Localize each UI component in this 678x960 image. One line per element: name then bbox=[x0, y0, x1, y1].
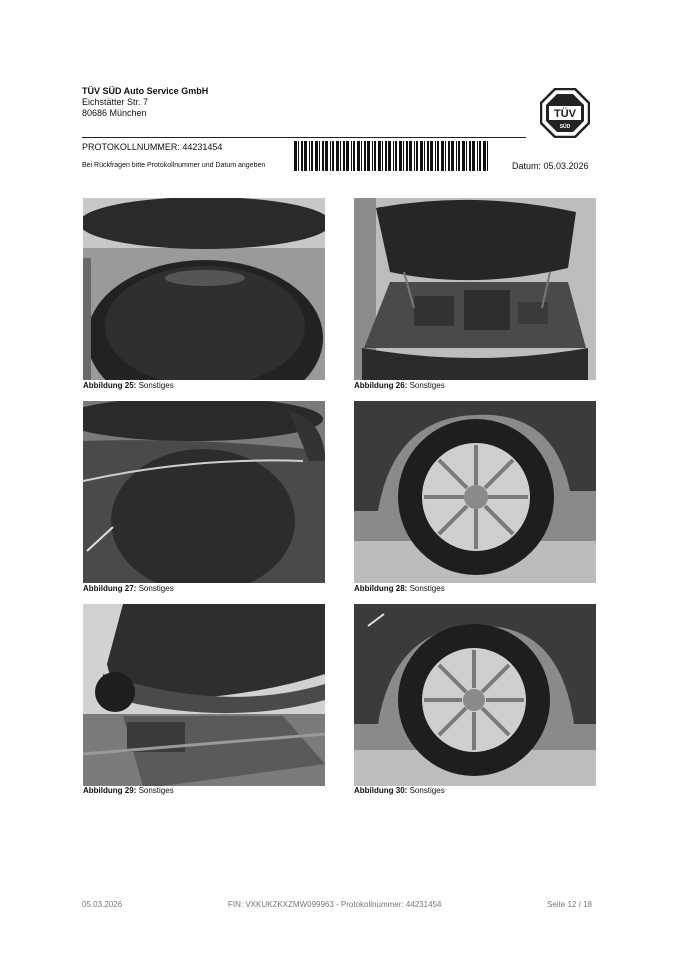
photo-figure-29 bbox=[83, 604, 325, 786]
caption-label: Abbildung 26: bbox=[354, 381, 408, 390]
caption-text: Sonstiges bbox=[409, 584, 445, 593]
protocol-number: PROTOKOLLNUMMER: 44231454 bbox=[82, 142, 223, 152]
photo-figure-27 bbox=[83, 401, 325, 583]
caption-text: Sonstiges bbox=[409, 786, 445, 795]
photo-figure-26 bbox=[354, 198, 596, 380]
caption-text: Sonstiges bbox=[138, 381, 174, 390]
company-street: Eichstätter Str. 7 bbox=[82, 97, 149, 107]
barcode bbox=[294, 141, 490, 171]
caption-label: Abbildung 28: bbox=[354, 584, 408, 593]
caption-text: Sonstiges bbox=[138, 786, 174, 795]
photo-figure-25 bbox=[83, 198, 325, 380]
caption-label: Abbildung 27: bbox=[83, 584, 137, 593]
company-address bbox=[82, 86, 208, 119]
caption-text: Sonstiges bbox=[138, 584, 174, 593]
photo-figure-30 bbox=[354, 604, 596, 786]
footer-fin: FIN: VXKUKZKXZMW099963 - Protokollnummer: 44231454 bbox=[228, 900, 442, 909]
footer-page-number: Seite 12 / 18 bbox=[547, 900, 592, 909]
caption-label: Abbildung 25: bbox=[83, 381, 137, 390]
caption-label: Abbildung 29: bbox=[83, 786, 137, 795]
caption-figure-28 bbox=[354, 584, 445, 593]
protocol-date: Datum: 05.03.2026 bbox=[512, 161, 589, 171]
header-rule bbox=[82, 137, 526, 138]
photo-figure-28 bbox=[354, 401, 596, 583]
company-name: TÜV SÜD Auto Service GmbH bbox=[82, 86, 209, 96]
company-city: 80686 München bbox=[82, 108, 147, 118]
caption-figure-29 bbox=[83, 786, 174, 795]
tuv-sud-logo bbox=[540, 88, 590, 138]
logo-text-bottom: SÜD bbox=[559, 124, 571, 130]
caption-figure-27 bbox=[83, 584, 174, 593]
caption-text: Sonstiges bbox=[409, 381, 445, 390]
caption-figure-25 bbox=[83, 381, 174, 390]
footer-date: 05.03.2026 bbox=[82, 900, 123, 909]
logo-text-top: TÜV bbox=[554, 108, 576, 120]
caption-figure-26 bbox=[354, 381, 445, 390]
caption-figure-30 bbox=[354, 786, 445, 795]
caption-label: Abbildung 30: bbox=[354, 786, 408, 795]
protocol-hint: Bei Rückfragen bitte Protokollnummer und Datum angeben bbox=[82, 162, 266, 169]
